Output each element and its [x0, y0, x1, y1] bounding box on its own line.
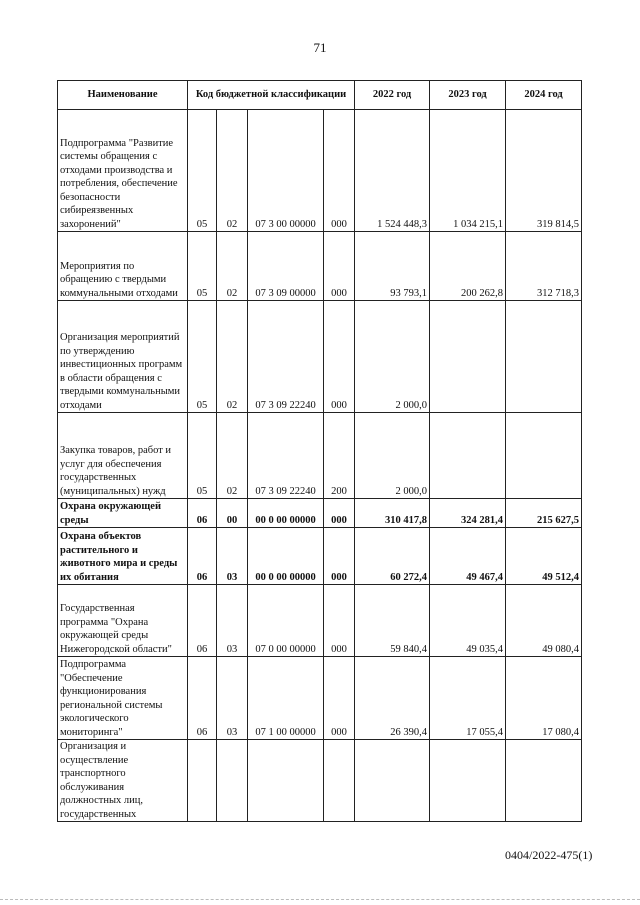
row-value-2022: 93 793,1: [355, 232, 430, 301]
row-name: Организация мероприятий по утверждению инвестиционных программ в области обращения с твердыми коммунальными отходами: [58, 301, 188, 413]
row-name: Организация и осуществление транспортного обслуживания должностных лиц, государственных: [58, 740, 188, 822]
row-subsection: 03: [217, 657, 248, 740]
row-value-2022: 59 840,4: [355, 585, 430, 657]
table-row: [58, 413, 640, 499]
row-value-2022: 1 524 448,3: [355, 110, 430, 232]
row-target-article: 07 0 00 00000: [248, 585, 324, 657]
row-expense-type: 000: [324, 528, 355, 585]
row-value-2024: 312 718,3: [506, 232, 582, 301]
header-2022: 2022 год: [355, 81, 430, 110]
row-section: 05: [188, 301, 217, 413]
row-value-2022: 60 272,4: [355, 528, 430, 585]
row-name: Охрана окружающей среды: [58, 499, 188, 528]
row-expense-type: 000: [324, 499, 355, 528]
row-expense-type: [324, 740, 355, 822]
row-target-article: [248, 740, 324, 822]
row-subsection: 02: [217, 413, 248, 499]
row-section: 06: [188, 499, 217, 528]
row-value-2024: [506, 413, 582, 499]
row-section: 06: [188, 528, 217, 585]
table-row: [58, 740, 640, 822]
row-value-2024: 49 512,4: [506, 528, 582, 585]
row-value-2023: [430, 740, 506, 822]
budget-table: [57, 80, 640, 822]
row-name: Подпрограмма "Развитие системы обращения с отходами производства и потребления, обеспечение безопасности сибиреязвенных захоронений": [58, 110, 188, 232]
row-expense-type: 000: [324, 301, 355, 413]
row-value-2022: 310 417,8: [355, 499, 430, 528]
row-value-2024: 319 814,5: [506, 110, 582, 232]
header-2024: 2024 год: [506, 81, 582, 110]
row-name: Подпрограмма "Обеспечение функционирования региональной системы экологического мониторинга": [58, 657, 188, 740]
row-expense-type: 000: [324, 657, 355, 740]
row-expense-type: 000: [324, 232, 355, 301]
row-subsection: 03: [217, 585, 248, 657]
row-value-2022: 2 000,0: [355, 301, 430, 413]
row-value-2024: 215 627,5: [506, 499, 582, 528]
table-row: [58, 657, 640, 740]
row-section: 05: [188, 232, 217, 301]
row-subsection: [217, 740, 248, 822]
row-expense-type: 000: [324, 585, 355, 657]
row-value-2023: 49 467,4: [430, 528, 506, 585]
header-2023: 2023 год: [430, 81, 506, 110]
row-value-2024: [506, 740, 582, 822]
row-value-2023: 1 034 215,1: [430, 110, 506, 232]
row-value-2023: 324 281,4: [430, 499, 506, 528]
row-name: Закупка товаров, работ и услуг для обеспечения государственных (муниципальных) нужд: [58, 413, 188, 499]
row-value-2023: 49 035,4: [430, 585, 506, 657]
row-subsection: 02: [217, 301, 248, 413]
table-row: [58, 585, 640, 657]
page-number: 71: [313, 40, 327, 55]
row-section: [188, 740, 217, 822]
row-target-article: 07 3 09 00000: [248, 232, 324, 301]
row-value-2023: 17 055,4: [430, 657, 506, 740]
row-value-2022: 26 390,4: [355, 657, 430, 740]
page-edge-divider: [0, 899, 640, 900]
row-expense-type: 200: [324, 413, 355, 499]
row-subsection: 02: [217, 232, 248, 301]
header-name: Наименование: [58, 81, 188, 110]
row-expense-type: 000: [324, 110, 355, 232]
row-section: 05: [188, 110, 217, 232]
row-target-article: 07 3 00 00000: [248, 110, 324, 232]
row-value-2024: 49 080,4: [506, 585, 582, 657]
row-name: Мероприятия по обращению с твердыми коммунальными отходами: [58, 232, 188, 301]
row-name: Охрана объектов растительного и животного мира и среды их обитания: [58, 528, 188, 585]
row-value-2022: [355, 740, 430, 822]
row-value-2023: [430, 301, 506, 413]
row-subsection: 00: [217, 499, 248, 528]
row-target-article: 00 0 00 00000: [248, 499, 324, 528]
table-row: [58, 301, 640, 413]
table-row: [58, 110, 640, 232]
row-value-2023: 200 262,8: [430, 232, 506, 301]
table-row: [58, 499, 640, 528]
row-target-article: 07 3 09 22240: [248, 301, 324, 413]
row-target-article: 07 3 09 22240: [248, 413, 324, 499]
row-value-2023: [430, 413, 506, 499]
row-section: 06: [188, 657, 217, 740]
row-name: Государственная программа "Охрана окружающей среды Нижегородской области": [58, 585, 188, 657]
row-target-article: 00 0 00 00000: [248, 528, 324, 585]
document-code: 0404/2022-475(1): [505, 848, 593, 862]
row-section: 06: [188, 585, 217, 657]
row-subsection: 03: [217, 528, 248, 585]
table-row: [58, 528, 640, 585]
row-value-2024: 17 080,4: [506, 657, 582, 740]
header-code: Код бюджетной классификации: [188, 81, 355, 110]
table-row: [58, 232, 640, 301]
row-target-article: 07 1 00 00000: [248, 657, 324, 740]
row-value-2022: 2 000,0: [355, 413, 430, 499]
row-subsection: 02: [217, 110, 248, 232]
table-header-row: [58, 81, 640, 110]
row-value-2024: [506, 301, 582, 413]
row-section: 05: [188, 413, 217, 499]
